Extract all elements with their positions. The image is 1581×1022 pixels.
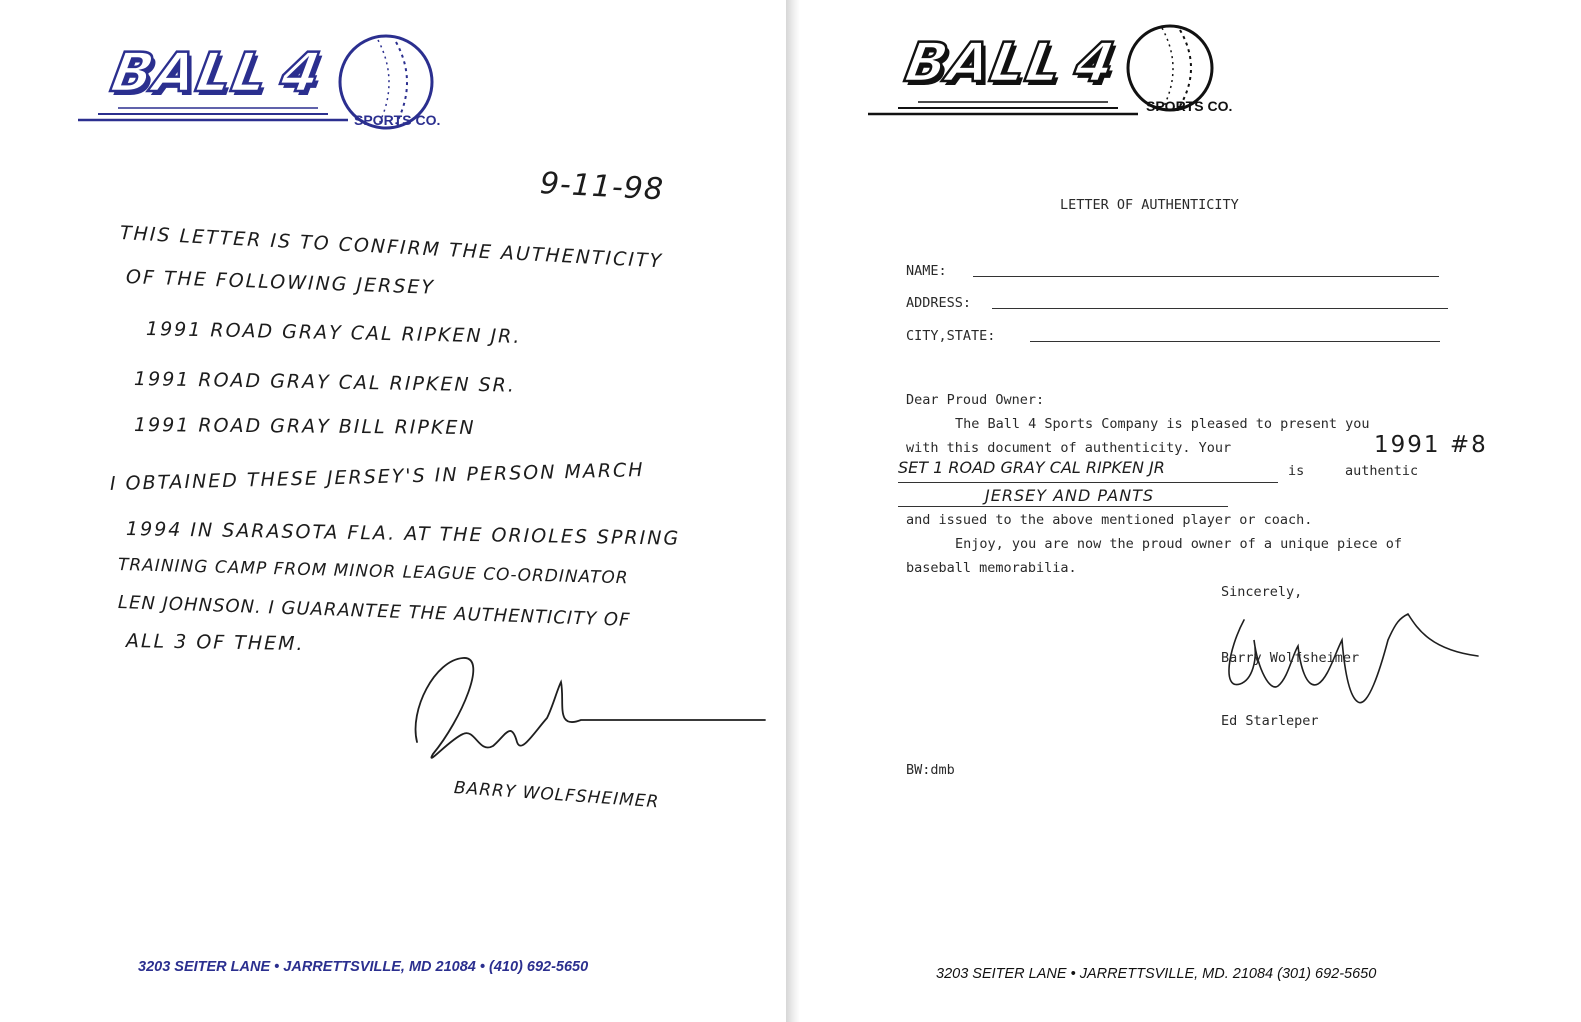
name-label: NAME: <box>906 263 947 279</box>
letter-line: ALL 3 OF THEM. <box>125 630 305 656</box>
company-address-footer: 3203 SEITER LANE • JARRETTSVILLE, MD. 21084 (301) 692-5650 <box>936 966 1377 982</box>
handwritten-item: JERSEY AND PANTS <box>985 486 1155 505</box>
logo-subtitle: SPORTS CO. <box>354 112 441 128</box>
handwritten-year: 1991 #8 <box>1374 432 1488 458</box>
body-text: The Ball 4 Sports Company is pleased to present you <box>955 416 1370 432</box>
city-state-label: CITY,STATE: <box>906 328 996 344</box>
letter-date: 9-11-98 <box>539 166 665 208</box>
is-word: is <box>1288 463 1305 479</box>
closing: Sincerely, <box>1221 584 1303 600</box>
jersey-item-3: 1991 ROAD GRAY BILL RIPKEN <box>133 414 476 439</box>
signature-scribble <box>405 650 765 770</box>
body-text: baseball memorabilia. <box>906 560 1077 576</box>
item-line <box>898 506 1228 507</box>
signer-name: Barry Wolfsheimer <box>1221 650 1360 666</box>
body-text: with this document of authenticity. Your <box>906 440 1232 456</box>
logo-numeral: 4 <box>1070 31 1121 94</box>
handwritten-letter-page <box>0 0 786 1022</box>
company-address-footer: 3203 SEITER LANE • JARRETTSVILLE, MD 21084 • (410) 692-5650 <box>138 959 589 975</box>
letter-line: I OBTAINED THESE JERSEY'S IN PERSON MARCH <box>109 459 645 495</box>
name-line <box>973 276 1439 277</box>
logo-wordmark: BALL4 <box>900 31 1121 94</box>
certificate-title: LETTER OF AUTHENTICITY <box>1060 197 1239 213</box>
authentic-word: authentic <box>1345 463 1419 479</box>
signature-name: BARRY WOLFSHEIMER <box>453 778 660 813</box>
handwritten-item: SET 1 ROAD GRAY CAL RIPKEN JR <box>898 458 1165 477</box>
letter-line: OF THE FOLLOWING JERSEY <box>125 266 436 299</box>
jersey-item-1: 1991 ROAD GRAY CAL RIPKEN JR. <box>145 318 522 348</box>
typist-initials: BW:dmb <box>906 762 955 778</box>
page-gutter <box>786 0 800 1022</box>
body-text: and issued to the above mentioned player or coach. <box>906 512 1313 528</box>
signer-name: Ed Starleper <box>1221 713 1319 729</box>
address-line <box>992 308 1448 309</box>
item-line <box>898 482 1278 483</box>
letter-line: TRAINING CAMP FROM MINOR LEAGUE CO-ORDINATOR <box>117 555 629 589</box>
ball4-logo <box>78 34 458 134</box>
salutation: Dear Proud Owner: <box>906 392 1045 408</box>
typed-certificate-page <box>800 0 1581 1022</box>
jersey-item-2: 1991 ROAD GRAY CAL RIPKEN SR. <box>133 368 517 397</box>
letter-line: THIS LETTER IS TO CONFIRM THE AUTHENTICITY <box>119 222 664 273</box>
city-state-line <box>1030 341 1440 342</box>
body-text: Enjoy, you are now the proud owner of a unique piece of <box>955 536 1403 552</box>
logo-wordmark: BALL4 <box>106 41 327 104</box>
logo-subtitle: SPORTS CO. <box>1146 98 1233 114</box>
logo-numeral: 4 <box>276 41 327 104</box>
letter-line: LEN JOHNSON. I GUARANTEE THE AUTHENTICITY OF <box>117 592 631 631</box>
ball4-logo <box>868 26 1248 126</box>
address-label: ADDRESS: <box>906 295 972 311</box>
letter-line: 1994 IN SARASOTA FLA. AT THE ORIOLES SPRING <box>125 518 681 550</box>
